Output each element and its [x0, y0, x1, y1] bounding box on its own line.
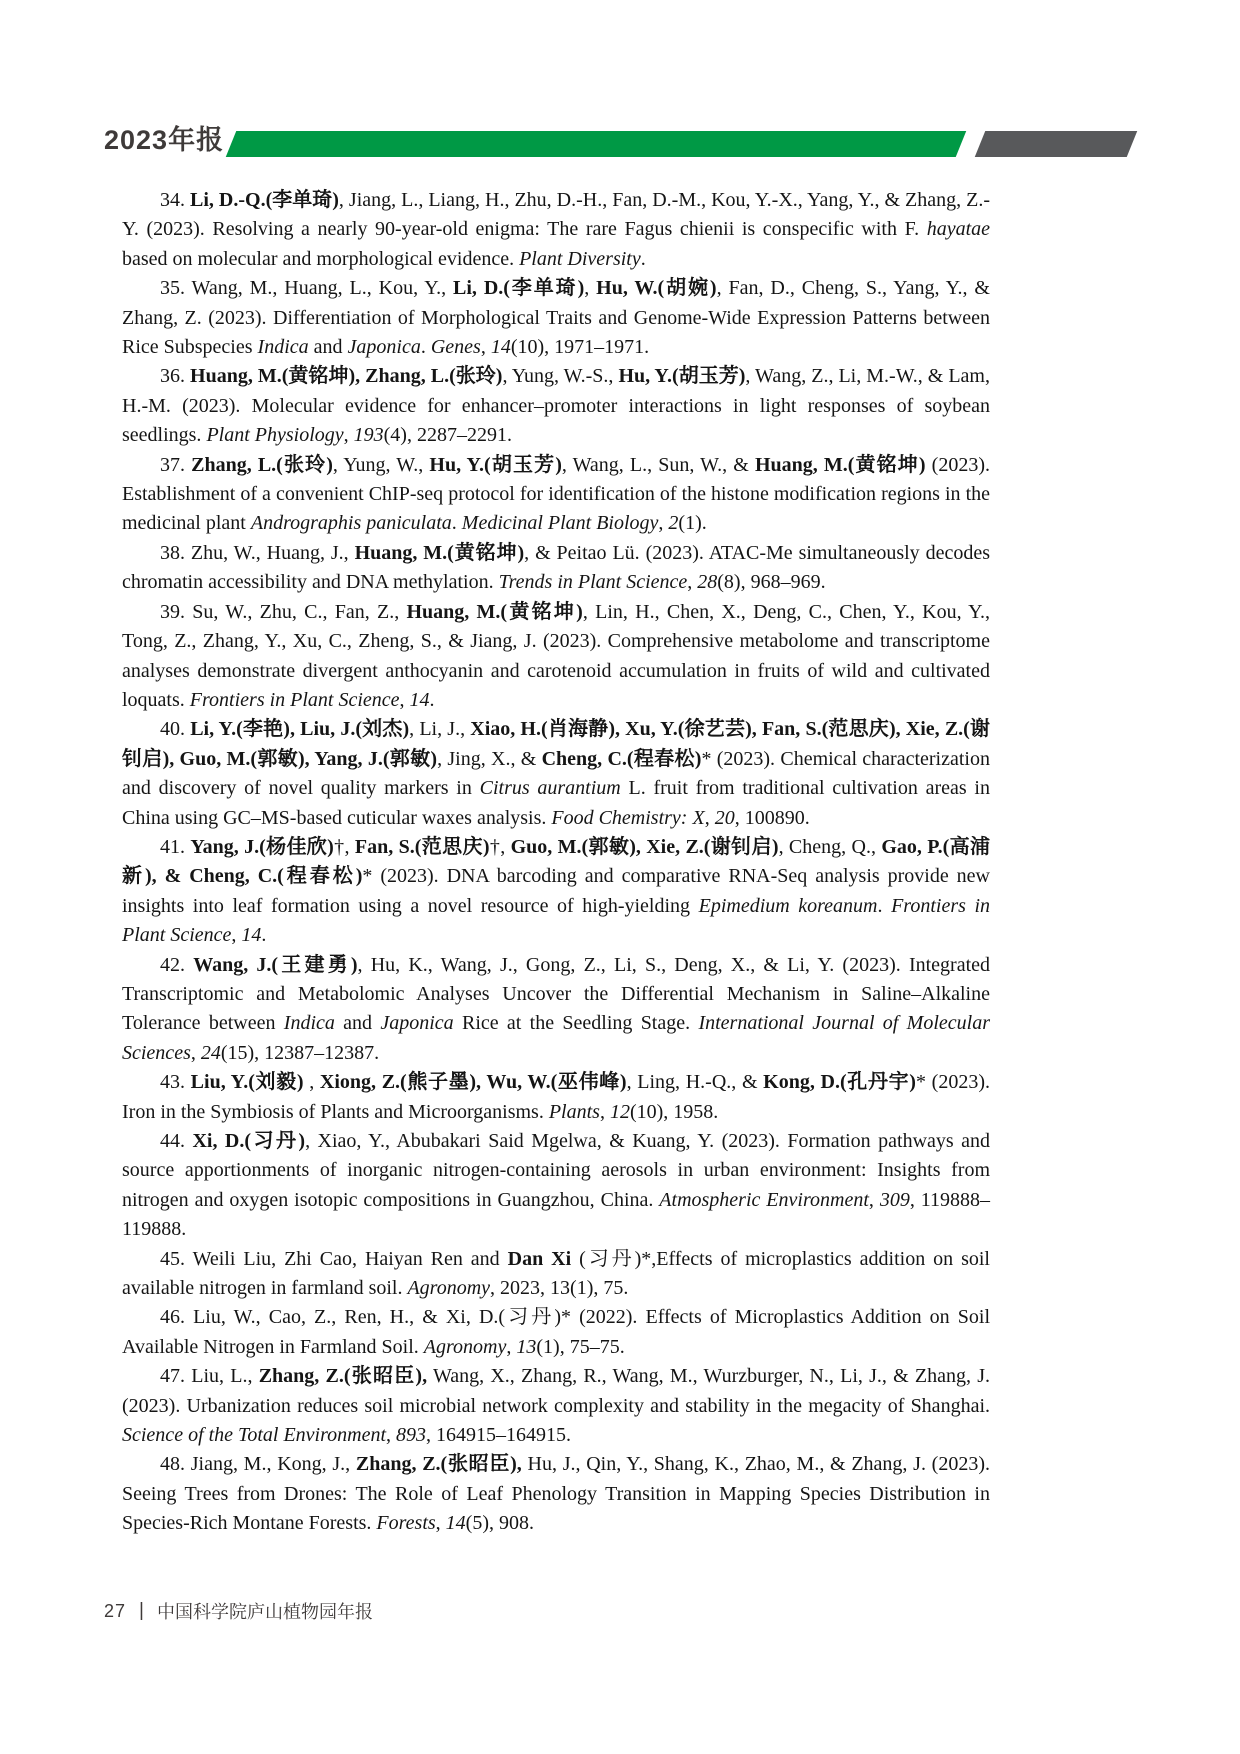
reference-segment: ,	[231, 924, 242, 947]
reference-segment: 46. Liu, W., Cao, Z., Ren, H., & Xi, D.(习丹)* (2022). Effects of Microplastics Addition on Soil Available Nitrogen in Farmland Soil.	[122, 1306, 990, 1358]
reference-segment: Science of the Total Environment	[122, 1424, 387, 1447]
page-number: 27	[104, 1600, 127, 1621]
reference-segment: Cheng, C.(程春松)	[541, 747, 702, 770]
reference-segment: ,	[599, 1100, 610, 1123]
reference-segment: .	[877, 894, 892, 917]
reference-segment: 13	[516, 1335, 537, 1358]
reference-segment: 309	[879, 1188, 910, 1211]
reference-segment: 14	[445, 1512, 466, 1535]
reference-segment: 14	[490, 336, 511, 359]
reference-item	[122, 598, 990, 716]
reference-segment: hayatae	[926, 218, 990, 241]
reference-segment: based on molecular and morphological evidence.	[122, 247, 520, 270]
reference-segment: Wang, J.(王建勇)	[193, 953, 358, 976]
reference-segment: ,	[303, 1071, 320, 1094]
reference-segment: 34.	[160, 189, 191, 211]
header-year-title: 2023年报	[104, 125, 225, 155]
reference-segment: , Fan, D., Cheng, S., Yang, Y., & Zhang, Z. (2023). Differentiation of Morphological Traits and Genome-Wide Expression Patterns between Rice Subspecies	[122, 277, 990, 359]
reference-segment: ,	[343, 424, 354, 447]
reference-segment: 41.	[160, 835, 191, 858]
reference-segment: Xi, D.(习丹)	[192, 1130, 306, 1152]
reference-segment: 14	[409, 688, 430, 711]
reference-segment: Fan, S.(范思庆)	[354, 835, 490, 858]
reference-segment: (4), 2287–2291.	[383, 424, 512, 447]
reference-item	[122, 1450, 990, 1538]
reference-segment: Frontiers in Plant Science	[122, 894, 991, 947]
reference-segment: , 119888–119888.	[122, 1188, 990, 1241]
reference-segment: (2023). Establishment of a convenient ChIP-seq protocol for identification of the histone modification regions in the medicinal plant	[122, 453, 991, 535]
reference-segment: Citrus aurantium	[479, 777, 621, 800]
reference-segment: 2	[668, 512, 679, 535]
reference-segment: 39. Su, W., Zhu, C., Fan, Z.,	[160, 600, 407, 623]
reference-segment: Japonica	[380, 1012, 454, 1035]
reference-segment: Plants	[548, 1100, 600, 1123]
reference-segment: , Lin, H., Chen, X., Deng, C., Chen, Y., Kou, Y., Tong, Z., Zhang, Y., Xu, C., Zheng, S., & Jiang, J. (2023). Comprehensive metabolome and transcriptome analyses demonstrate divergent anthocyanin and carotenoid accumulation in fruits of wild and cultivated loquats.	[122, 600, 991, 711]
header-gray-band	[975, 131, 1138, 157]
reference-item	[122, 1303, 990, 1362]
reference-segment: (习丹)*,Effects of microplastics addition on soil available nitrogen in farmland soil.	[122, 1247, 990, 1300]
reference-segment: .	[420, 336, 431, 359]
reference-segment: 12	[609, 1100, 630, 1123]
reference-segment: , Wang, L., Sun, W., &	[561, 453, 755, 476]
reference-segment: 42.	[160, 953, 194, 976]
reference-segment: , Ling, H.-Q., &	[626, 1071, 764, 1094]
reference-segment: Huang, M.(黄铭坤), Zhang, L.(张玲)	[190, 365, 503, 388]
reference-item	[122, 362, 990, 450]
reference-segment: ,	[687, 571, 698, 594]
reference-segment: Forests	[376, 1512, 436, 1535]
reference-segment: †,	[333, 835, 355, 858]
reference-segment: Wang, X., Zhang, R., Wang, M., Wurzburger, N., Li, J., & Zhang, J. (2023). Urbanization reduces soil microbial network complexity and stability in the megacity of Shanghai.	[122, 1365, 991, 1417]
reference-segment: .	[429, 688, 435, 711]
footer-report-title: 中国科学院庐山植物园年报	[156, 1602, 373, 1622]
reference-segment: Food Chemistry: X	[551, 806, 705, 829]
reference-segment: Huang, M.(黄铭坤)	[354, 541, 525, 564]
reference-item	[122, 1362, 990, 1450]
reference-segment: Huang, M.(黄铭坤)	[754, 453, 926, 476]
page-footer	[104, 1598, 373, 1624]
reference-segment: * (2023). Iron in the Symbiosis of Plants and Microorganisms.	[122, 1071, 990, 1123]
reference-segment: , Cheng, Q.,	[778, 835, 882, 858]
reference-segment: Agronomy	[423, 1335, 507, 1358]
reference-segment: Indica	[283, 1012, 335, 1035]
reference-segment: , Li, J.,	[409, 718, 471, 741]
reference-segment: , Xiao, Y., Abubakari Said Mgelwa, & Kuang, Y. (2023). Formation pathways and source apportionments of inorganic nitrogen-containing aerosols in urban environment: Insights from nitrogen and oxygen isotopic compositions in Guangzhou, China.	[122, 1130, 991, 1211]
reference-segment: Frontiers in Plant Science	[189, 688, 400, 711]
reference-segment: 28	[697, 571, 718, 594]
reference-segment: ,	[435, 1512, 446, 1535]
reference-segment: Rice at the Seedling Stage.	[453, 1012, 699, 1035]
reference-segment: 43.	[160, 1071, 191, 1094]
reference-segment: , Jing, X., &	[437, 747, 542, 770]
reference-segment: 38. Zhu, W., Huang, J.,	[160, 541, 355, 564]
reference-segment: Xiao, H.(肖海静), Xu, Y.(徐艺芸), Fan, S.(范思庆), Xie, Z.(谢钊启), Guo, M.(郭敏), Yang, J.(郭敏)	[122, 718, 991, 770]
reference-segment: 893	[396, 1424, 427, 1447]
reference-segment: (1).	[678, 512, 707, 535]
reference-segment: L. fruit from traditional cultivation areas in China using GC–MS-based cuticular waxes analysis.	[122, 777, 990, 829]
reference-segment: Kong, D.(孔丹宇)	[763, 1071, 916, 1094]
reference-segment: Hu, J., Qin, Y., Shang, K., Zhao, M., & Zhang, J. (2023). Seeing Trees from Drones: The Role of Leaf Phenology Transition in Mapping Species Distribution in Species-Rich Montane Forests.	[122, 1453, 990, 1535]
reference-segment: and	[334, 1012, 381, 1035]
reference-segment: Zhang, Z.(张昭臣),	[258, 1365, 428, 1388]
reference-segment: 37.	[160, 453, 192, 476]
reference-segment: , Jiang, L., Liang, H., Zhu, D.-H., Fan, D.-M., Kou, Y.-X., Yang, Y., & Zhang, Z.-Y. (2023). Resolving a nearly 90-year-old enigma: The rare Fagus chienii is conspecific with F.	[122, 189, 991, 241]
reference-segment: , Wang, Z., Li, M.-W., & Lam, H.-M. (2023). Molecular evidence for enhancer–promoter interactions in light responses of soybean seedlings.	[122, 365, 990, 447]
reference-segment: 35. Wang, M., Huang, L., Kou, Y.,	[160, 277, 454, 300]
reference-segment: , Yung, W.-S.,	[502, 365, 619, 388]
reference-segment: ,	[584, 277, 597, 300]
reference-segment: , Hu, K., Wang, J., Gong, Z., Li, S., Deng, X., & Li, Y. (2023). Integrated Transcriptomic and Metabolomic Analyses Uncover the Differential Mechanism in Saline–Alkaline Tolerance between	[122, 953, 991, 1035]
reference-segment: 36.	[160, 365, 191, 388]
reference-segment: Hu, Y.(胡玉芳)	[618, 365, 746, 388]
reference-item	[122, 451, 990, 539]
reference-segment: , Yung, W.,	[332, 453, 430, 476]
reference-segment: * (2023). Chemical characterization and discovery of novel quality markers in	[122, 747, 990, 800]
reference-segment: Japonica	[347, 336, 421, 359]
reference-segment: .	[640, 247, 646, 270]
reference-segment: , 100890.	[734, 806, 810, 829]
reference-segment: 24	[200, 1041, 221, 1064]
reference-item	[122, 539, 990, 598]
reference-segment: 40.	[160, 718, 191, 741]
reference-segment: Atmospheric Environment	[659, 1188, 869, 1211]
reference-item	[122, 1245, 990, 1304]
reference-item	[122, 1127, 990, 1245]
reference-segment: (1), 75–75.	[536, 1335, 625, 1358]
reference-segment: Yang, J.(杨佳欣)	[190, 835, 334, 858]
header-green-band	[226, 131, 967, 157]
reference-segment: International Journal of Molecular Sciences	[122, 1012, 990, 1064]
reference-list	[122, 186, 990, 1539]
reference-item	[122, 715, 990, 833]
reference-segment: ,	[868, 1188, 880, 1211]
reference-segment: Xiong, Z.(熊子墨), Wu, W.(巫伟峰)	[319, 1071, 627, 1094]
reference-segment: Dan Xi	[507, 1247, 572, 1270]
reference-segment: Plant Diversity	[519, 247, 641, 270]
reference-item	[122, 1068, 990, 1127]
reference-segment: Trends in Plant Science	[498, 571, 688, 594]
reference-segment: Li, Y.(李艳), Liu, J.(刘杰)	[190, 718, 410, 741]
reference-segment: Agronomy	[407, 1277, 491, 1300]
reference-segment: (10), 1971–1971.	[510, 336, 650, 359]
reference-segment: Hu, W.(胡婉)	[596, 277, 717, 300]
reference-segment: (8), 968–969.	[717, 571, 826, 594]
reference-segment: , & Peitao Lü. (2023). ATAC-Me simultaneously decodes chromatin accessibility and DNA methylation.	[122, 541, 991, 594]
reference-segment: Indica	[257, 336, 309, 359]
reference-segment: 47. Liu, L.,	[160, 1365, 259, 1388]
reference-segment: †,	[489, 835, 511, 858]
reference-segment: Plant Physiology	[206, 424, 344, 447]
reference-segment: Hu, Y.(胡玉芳)	[429, 453, 562, 476]
reference-segment: Medicinal Plant Biology	[461, 512, 659, 535]
reference-segment: (10), 1958.	[629, 1100, 719, 1123]
reference-segment: Guo, M.(郭敏), Xie, Z.(谢钊启)	[510, 835, 779, 858]
reference-item	[122, 951, 990, 1069]
reference-segment: 20	[714, 806, 735, 829]
reference-item	[122, 274, 990, 362]
reference-segment: ,	[480, 336, 491, 359]
reference-segment: (5), 908.	[465, 1512, 534, 1535]
reference-segment: Huang, M.(黄铭坤)	[406, 600, 583, 623]
reference-segment: Zhang, Z.(张昭臣),	[355, 1453, 522, 1476]
reference-segment: ,	[704, 806, 715, 829]
reference-segment: Epimedium koreanum	[698, 894, 878, 917]
reference-segment: , 2023, 13(1), 75.	[490, 1277, 629, 1300]
reference-segment: Li, D.(李单琦)	[453, 277, 585, 300]
reference-segment: Genes	[430, 336, 481, 359]
footer-separator: |	[139, 1600, 144, 1621]
reference-segment: ,	[386, 1424, 397, 1447]
reference-segment: * (2023). DNA barcoding and comparative RNA-Seq analysis provide new insights into leaf formation using a novel resource of high-yielding	[122, 865, 990, 917]
reference-segment: ,	[190, 1041, 201, 1064]
reference-segment: ,	[506, 1335, 517, 1358]
reference-segment: Li, D.-Q.(李单琦)	[190, 189, 339, 211]
reference-segment: 193	[353, 424, 384, 447]
reference-segment: 44.	[160, 1130, 193, 1152]
reference-segment: Gao, P.(高浦新), & Cheng, C.(程春松)	[122, 835, 990, 888]
reference-segment: (15), 12387–12387.	[220, 1041, 380, 1064]
reference-segment: .	[261, 924, 267, 947]
reference-segment: Liu, Y.(刘毅)	[190, 1071, 304, 1094]
reference-segment: and	[308, 336, 348, 359]
reference-segment: .	[451, 512, 462, 535]
reference-segment: ,	[399, 688, 410, 711]
reference-segment: Andrographis paniculata	[250, 512, 452, 535]
reference-item	[122, 186, 990, 274]
reference-segment: Zhang, L.(张玲)	[191, 453, 333, 476]
reference-segment: 14	[241, 924, 262, 947]
reference-item	[122, 833, 990, 951]
reference-segment: 45. Weili Liu, Zhi Cao, Haiyan Ren and	[160, 1247, 508, 1270]
reference-segment: , 164915–164915.	[426, 1424, 572, 1447]
reference-segment: ,	[658, 512, 669, 535]
reference-segment: 48. Jiang, M., Kong, J.,	[160, 1453, 356, 1476]
